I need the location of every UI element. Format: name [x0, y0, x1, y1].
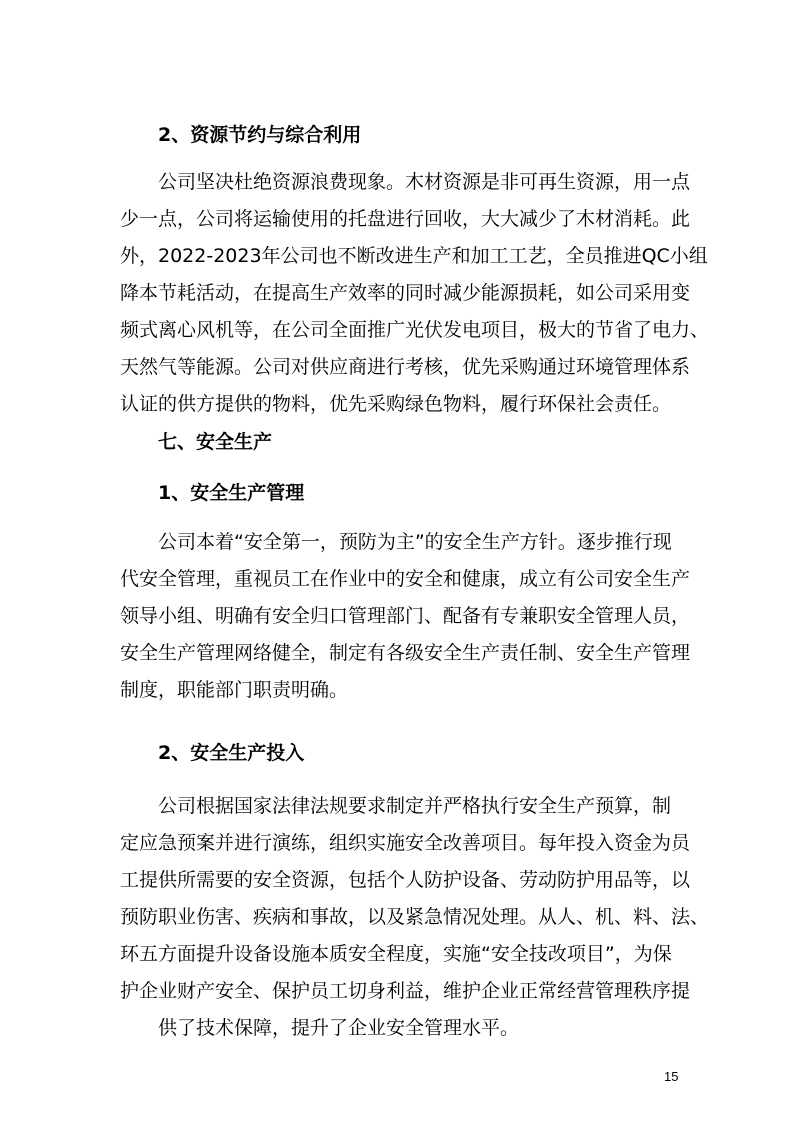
paragraph-line: 预防职业伤害、疾病和事故，以及紧急情况处理。从人、机、料、法、	[120, 906, 710, 928]
paragraph-line: 护企业财产安全、保护员工切身利益，维护企业正常经营管理秩序提	[120, 980, 691, 1002]
chapter-heading-safety-production: 七、安全生产	[158, 431, 273, 453]
paragraph-line: 外，2022-2023年公司也不断改进生产和加工工艺，全员推进QC小组	[120, 245, 708, 267]
paragraph-line: 代安全管理，重视员工在作业中的安全和健康，成立有公司安全生产	[120, 568, 691, 590]
section-heading-resource-saving: 2、资源节约与综合利用	[158, 124, 362, 146]
paragraph-line: 少一点，公司将运输使用的托盘进行回收，大大减少了木材消耗。此	[120, 208, 691, 230]
page-number: 15	[664, 1069, 679, 1084]
paragraph-line: 定应急预案并进行演练，组织实施安全改善项目。每年投入资金为员	[120, 832, 691, 854]
paragraph-line: 领导小组、明确有安全归口管理部门、配备有专兼职安全管理人员，	[120, 605, 691, 627]
paragraph-line: 认证的供方提供的物料，优先采购绿色物料，履行环保社会责任。	[120, 393, 672, 415]
paragraph-line: 制度，职能部门职责明确。	[120, 679, 349, 701]
section-heading-safety-management: 1、安全生产管理	[158, 482, 305, 504]
paragraph-line: 天然气等能源。公司对供应商进行考核，优先采购通过环境管理体系	[120, 356, 691, 378]
section-heading-safety-investment: 2、安全生产投入	[158, 742, 305, 764]
paragraph-line: 降本节耗活动，在提高生产效率的同时减少能源损耗，如公司采用变	[120, 282, 691, 304]
paragraph-line: 工提供所需要的安全资源，包括个人防护设备、劳动防护用品等，以	[120, 869, 691, 891]
paragraph-line: 公司本着“安全第一，预防为主”的安全生产方针。逐步推行现	[158, 531, 672, 553]
paragraph-line: 频式离心风机等，在公司全面推广光伏发电项目，极大的节省了电力、	[120, 319, 710, 341]
paragraph-line: 安全生产管理网络健全，制定有各级安全生产责任制、安全生产管理	[120, 642, 691, 664]
paragraph-line: 公司根据国家法律法规要求制定并严格执行安全生产预算，制	[158, 795, 672, 817]
paragraph-line: 供了技术保障，提升了企业安全管理水平。	[158, 1017, 520, 1039]
paragraph-line: 公司坚决杜绝资源浪费现象。木材资源是非可再生资源，用一点	[158, 171, 691, 193]
paragraph-line: 环五方面提升设备设施本质安全程度，实施“安全技改项目”，为保	[120, 943, 672, 965]
